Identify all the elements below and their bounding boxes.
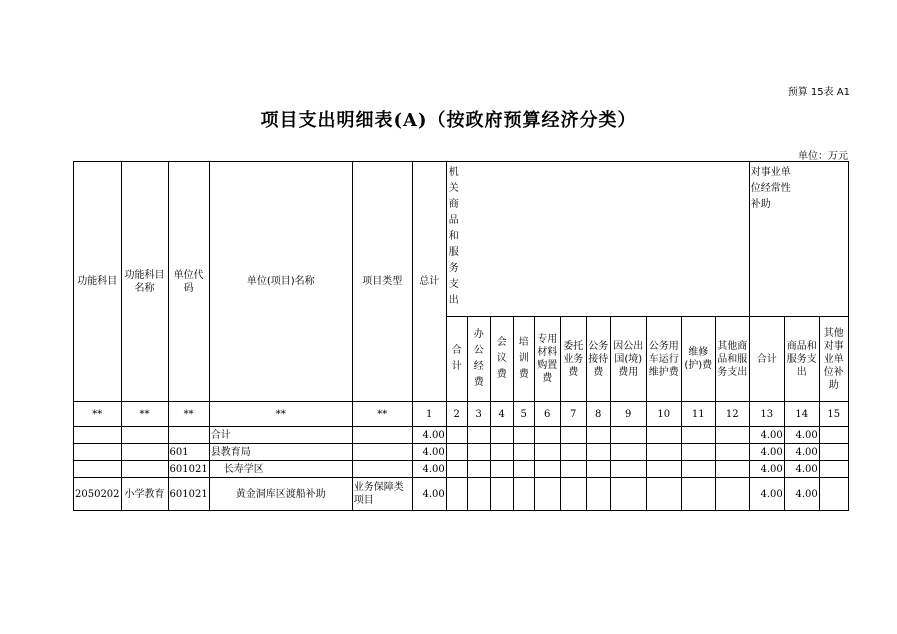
proj-type-cell bbox=[352, 444, 412, 461]
col-g2-goods: 商品和服务支出 bbox=[784, 317, 819, 402]
page-title: 项目支出明细表(A)（按政府预算经济分类） bbox=[260, 110, 637, 131]
index-cell: 7 bbox=[560, 402, 586, 427]
index-cell: 13 bbox=[749, 402, 784, 427]
col-entrust: 委托业务费 bbox=[560, 317, 586, 402]
proj-type-cell bbox=[352, 461, 412, 478]
g2-total-cell: 4.00 bbox=[749, 461, 784, 478]
unit-name-cell: 黄金洞库区渡船补助 bbox=[209, 478, 352, 511]
table-row bbox=[74, 461, 849, 478]
index-cell: 4 bbox=[490, 402, 513, 427]
index-cell: 15 bbox=[819, 402, 848, 427]
g2-goods-cell: 4.00 bbox=[784, 444, 819, 461]
col-reception: 公务接待费 bbox=[586, 317, 610, 402]
index-cell: 6 bbox=[534, 402, 560, 427]
g2-total-cell: 4.00 bbox=[749, 427, 784, 444]
unit-label: 单位：万元 bbox=[798, 151, 848, 162]
col-g1-total: 合计 bbox=[446, 317, 467, 402]
table-row bbox=[74, 427, 849, 444]
index-cell: 2 bbox=[446, 402, 467, 427]
index-cell: 3 bbox=[467, 402, 490, 427]
unit-name-cell: 合计 bbox=[209, 427, 352, 444]
index-row bbox=[74, 402, 849, 427]
table-row bbox=[74, 444, 849, 461]
col-repair: 维修(护)费 bbox=[681, 317, 715, 402]
proj-type-cell: 业务保障类项目 bbox=[352, 478, 412, 511]
col-other-goods: 其他商品和服务支出 bbox=[715, 317, 749, 402]
index-cell: 14 bbox=[784, 402, 819, 427]
index-cell: ** bbox=[352, 402, 412, 427]
total-cell: 4.00 bbox=[412, 427, 446, 444]
col-office: 办公经费 bbox=[467, 317, 490, 402]
index-cell: ** bbox=[121, 402, 168, 427]
index-cell: ** bbox=[168, 402, 209, 427]
index-cell: 1 bbox=[412, 402, 446, 427]
g2-total-cell: 4.00 bbox=[749, 478, 784, 511]
total-cell: 4.00 bbox=[412, 478, 446, 511]
unit-name-cell: 长寿学区 bbox=[209, 461, 352, 478]
expenditure-table bbox=[73, 161, 849, 511]
index-cell: ** bbox=[74, 402, 122, 427]
col-training: 培训费 bbox=[513, 317, 534, 402]
func-code-cell bbox=[74, 444, 122, 461]
col-group-goods-services: 机关商品和服务支出 bbox=[446, 162, 749, 317]
func-name-cell bbox=[121, 461, 168, 478]
col-g2-total: 合计 bbox=[749, 317, 784, 402]
g2-total-cell: 4.00 bbox=[749, 444, 784, 461]
total-cell: 4.00 bbox=[412, 461, 446, 478]
func-code-cell bbox=[74, 461, 122, 478]
func-name-cell: 小学教育 bbox=[121, 478, 168, 511]
table-row bbox=[74, 478, 849, 511]
func-code-cell: 2050202 bbox=[74, 478, 122, 511]
unit-code-cell: 601 bbox=[168, 444, 209, 461]
col-abroad: 因公出国(境)费用 bbox=[610, 317, 646, 402]
index-cell: 9 bbox=[610, 402, 646, 427]
index-cell: ** bbox=[209, 402, 352, 427]
func-name-cell bbox=[121, 444, 168, 461]
col-func-code: 功能科目 bbox=[74, 162, 122, 402]
index-cell: 12 bbox=[715, 402, 749, 427]
func-name-cell bbox=[121, 427, 168, 444]
col-func-name: 功能科目名称 bbox=[121, 162, 168, 402]
unit-code-cell: 601021 bbox=[168, 478, 209, 511]
unit-name-cell: 县教育局 bbox=[209, 444, 352, 461]
total-cell: 4.00 bbox=[412, 444, 446, 461]
index-cell: 11 bbox=[681, 402, 715, 427]
col-meeting: 会议费 bbox=[490, 317, 513, 402]
col-unit-code: 单位代码 bbox=[168, 162, 209, 402]
index-cell: 10 bbox=[646, 402, 681, 427]
unit-code-cell bbox=[168, 427, 209, 444]
g2-goods-cell: 4.00 bbox=[784, 478, 819, 511]
index-cell: 8 bbox=[586, 402, 610, 427]
col-group-subsidy: 对事业单位经常性补助 bbox=[749, 162, 848, 317]
index-cell: 5 bbox=[513, 402, 534, 427]
func-code-cell bbox=[74, 427, 122, 444]
g2-goods-cell: 4.00 bbox=[784, 427, 819, 444]
g2-goods-cell: 4.00 bbox=[784, 461, 819, 478]
unit-code-cell: 601021 bbox=[168, 461, 209, 478]
col-proj-type: 项目类型 bbox=[352, 162, 412, 402]
col-total: 总计 bbox=[412, 162, 446, 402]
col-g2-other: 其他对事业单位补助 bbox=[819, 317, 848, 402]
form-number: 预算 15表 A1 bbox=[787, 87, 850, 98]
col-material: 专用材料购置费 bbox=[534, 317, 560, 402]
col-car: 公务用车运行维护费 bbox=[646, 317, 681, 402]
col-unit-name: 单位(项目)名称 bbox=[209, 162, 352, 402]
proj-type-cell bbox=[352, 427, 412, 444]
header-row-1 bbox=[74, 162, 849, 317]
